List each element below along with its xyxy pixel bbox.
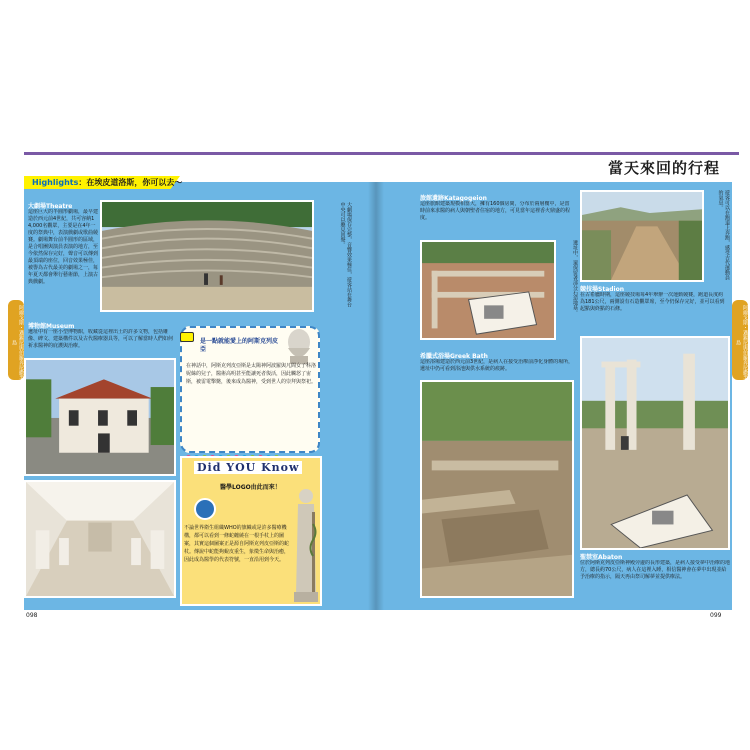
did-you-know-heading: Did YOU Know <box>194 461 302 474</box>
stadion-illustration <box>582 192 702 280</box>
who-logo-icon <box>194 498 216 520</box>
museum-body: 遺址中有一座小型博物館，收藏從這裡出土的許多文物，包括雕像、碑文、建築構件以及古代醫療器具等，可以了解當時人們如何祈求醫神的庇護與治療。 <box>28 329 174 349</box>
left-side-tab: 阿爾戈斯・邁錫尼與伯羅奔尼撒半島 <box>8 300 24 380</box>
theatre-body: 這座巨大的半圓形劇場，最早建造於西元前4世紀，共可容納14,000名觀眾，主要是在4年一度的祭典中，表演戲劇或歌曲競賽。劇場舞台前半圓形的區域，是合唱團與演員表演的地方，至今依然保存完好，聲音可以傳到最頂端的座位，回音效果極佳，被譽為古代最美的劇場之一，每年夏天都會舉行藝術節，上演古典戲劇。 <box>28 209 98 285</box>
abaton-illustration <box>582 338 728 548</box>
left-page-number: 098 <box>26 612 38 619</box>
book-gutter <box>368 182 384 610</box>
did-you-know-body: 不論世界衛生組織WHO的旗幟或是許多醫療機構，都可以看到一條蛇纏繞在一根手杖上的圖案，其實這個圖案正是源自阿斯克列皮亞斯的蛇杖。傳說中蛇能夠蛻皮重生，象徵生命與治癒，因此成為醫學的代表符號，一直沿用到今天。 <box>184 525 290 563</box>
theatre-illustration <box>102 202 312 310</box>
museum-interior-photo <box>24 480 176 598</box>
highlights-subtitle: ：在埃皮道洛斯，你可以去～ <box>78 178 183 187</box>
bath-body: 這座浴場建造於西元前3世紀，是病人在接受治療前淨化身體的場所，遺址中仍可看到浴池與供水系統的痕跡。 <box>420 359 574 372</box>
page-title: 當天來回的行程 <box>608 159 721 177</box>
museum-building-illustration <box>26 360 174 474</box>
asclepius-bust-illustration <box>282 326 316 364</box>
theatre-caption: 大劇場保存完整，音響效果極佳，遊客站在舞台中央可以聽見回聲。 <box>339 202 352 307</box>
header-rule <box>24 152 739 155</box>
stadion-photo <box>580 190 704 282</box>
abaton-title: 聖禁室Abaton <box>580 554 623 561</box>
katagogeion-caption: 遺址中，還保留著部分石造地基。 <box>572 240 578 315</box>
right-side-tab: 阿爾戈斯・邁錫尼與伯羅奔尼撒半島 <box>732 300 748 380</box>
abaton-photo <box>580 336 730 550</box>
book-icon <box>180 332 194 342</box>
right-page-number: 099 <box>710 612 722 619</box>
asclepius-statue-illustration <box>292 484 320 604</box>
theatre-photo <box>100 200 314 312</box>
highlights-text <box>32 176 182 189</box>
stadion-caption: 遊客可以在跑道上奔跑，感受古代運動員的氣息。 <box>717 190 730 280</box>
katagogeion-photo <box>420 240 556 340</box>
myth-note-title: 是一點就能愛上的阿斯克列皮亞 <box>200 338 279 353</box>
museum-interior-illustration <box>26 482 174 596</box>
abaton-body: 位於阿斯克列皮亞斯神殿旁邊的長形建築，是病人接受夢中治療的地方，總長約70公尺，病人在這裡入睡，相信醫神會在夢中出現並給予治療的指示，隔天再由祭司解夢並提供療法。 <box>580 560 730 580</box>
asclepius-bust-portrait <box>282 326 316 364</box>
museum-title: 博物館Museum <box>28 323 75 330</box>
myth-note-body: 在神話中，阿斯克列皮亞斯是太陽神阿波羅與凡間女子科洛妮絲的兒子，醫術高明甚至能讓死者復活，因此觸怒了宙斯，被雷電擊斃，後來成為醫神，受到世人的崇拜與祭祀。 <box>186 363 316 385</box>
greek-bath-photo <box>420 380 574 598</box>
highlights-label: Highlights <box>32 178 79 187</box>
greek-bath-illustration <box>422 382 572 596</box>
katagogeion-title: 旅館遺跡Katagogeion <box>420 195 487 202</box>
katagogeion-illustration <box>422 242 554 338</box>
stadion-body: 在古希臘時期，這座競技場每4年舉辦一次運動競賽，跑道長度約為181公尺，兩側設有石造觀眾席，至今仍保存完好，並可以看到起點與終點的石條。 <box>580 292 725 312</box>
stadion-title: 競技場Stadion <box>580 286 624 293</box>
asclepius-statue-image <box>292 484 320 604</box>
did-you-know-subtitle: 醫學LOGO由此而來！ <box>220 484 281 491</box>
katagogeion-body: 這座旅館建築規模相當大，擁有160個房間，分布於兩層樓中，是當時前來求醫的病人與朝聖者住宿的地方，可見當年這裡香火鼎盛的程度。 <box>420 201 571 221</box>
theatre-title: 大劇場Theatre <box>28 203 73 210</box>
museum-building-photo <box>24 358 176 476</box>
bath-title: 希臘式浴場Greek Bath <box>420 353 488 360</box>
